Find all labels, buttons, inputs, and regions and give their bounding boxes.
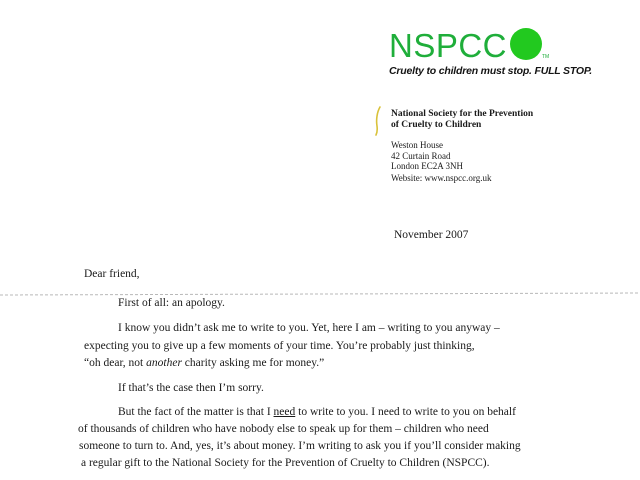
pen-mark-icon xyxy=(374,106,382,136)
paragraph-4-line-4: a regular gift to the National Society for the Prevention of Cruelty to Children (NSPCC). xyxy=(81,457,490,469)
nspcc-tagline: Cruelty to children must stop. FULL STOP. xyxy=(389,65,592,77)
paper-fold-line xyxy=(0,290,640,298)
underlined-need: need xyxy=(273,406,296,418)
org-name-line-1: National Society for the Prevention xyxy=(391,109,534,119)
org-name-line-2: of Cruelty to Children xyxy=(391,120,482,130)
website-line: Website: www.nspcc.org.uk xyxy=(391,173,492,183)
p4-line-1-end: to write to you. I need to write to you on behalf xyxy=(295,406,516,418)
paragraph-4-line-2: of thousands of children who have nobody else to speak up for them – children who need xyxy=(78,423,489,435)
paragraph-2-line-3 xyxy=(84,356,324,370)
p4-line-1-start: But the fact of the matter is that I xyxy=(118,406,274,418)
paragraph-1: First of all: an apology. xyxy=(118,297,225,309)
address-line-1: Weston House xyxy=(391,140,444,150)
paragraph-2-line-1: I know you didn’t ask me to write to you. Yet, here I am – writing to you anyway – xyxy=(118,322,500,334)
greeting: Dear friend, xyxy=(84,268,140,280)
letter-date: November 2007 xyxy=(394,229,469,241)
p2-line-3-start: “oh dear, not xyxy=(84,357,147,369)
sender-organisation xyxy=(391,109,533,131)
paragraph-3: If that’s the case then I’m sorry. xyxy=(118,382,264,394)
p2-line-3-end: charity asking me for money.” xyxy=(181,357,325,369)
address-line-3: London EC2A 3NH xyxy=(391,161,463,171)
emphasis-another: another xyxy=(146,357,182,369)
sender-address xyxy=(391,140,463,172)
nspcc-logo-dot xyxy=(510,28,542,60)
address-line-2: 42 Curtain Road xyxy=(391,150,451,161)
trademark-symbol: TM xyxy=(542,54,550,60)
nspcc-logo-wordmark: NSPCC xyxy=(389,27,508,64)
paragraph-4-line-3: someone to turn to. And, yes, it’s about money. I’m writing to ask you if you’ll consider making xyxy=(79,440,521,452)
paragraph-4-line-1 xyxy=(118,405,516,419)
paragraph-2-line-2: expecting you to give up a few moments of your time. You’re probably just thinking, xyxy=(84,340,475,352)
